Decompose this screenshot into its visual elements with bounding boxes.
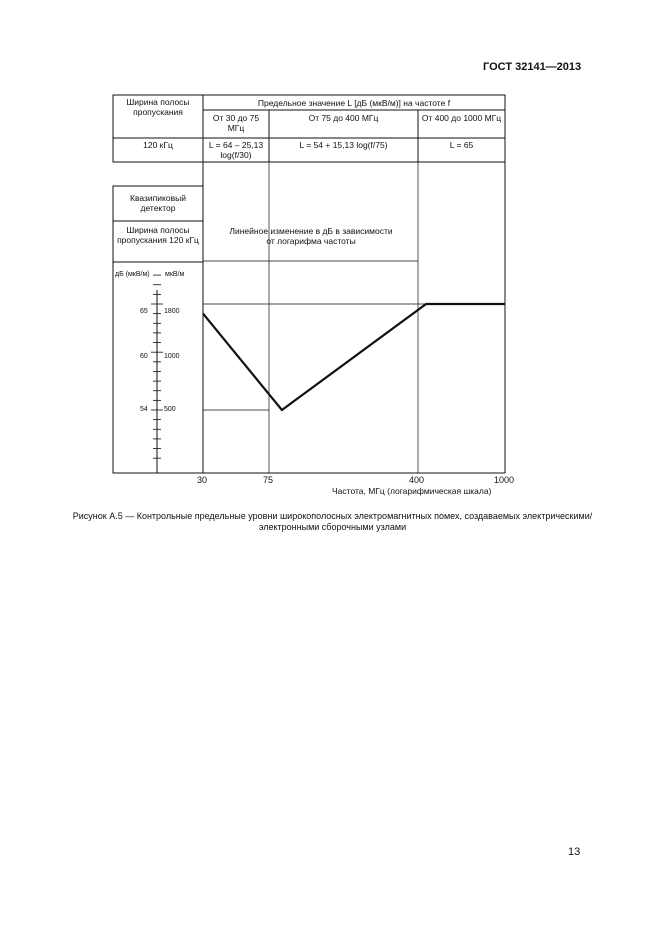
page-number: 13 <box>568 846 581 858</box>
range-3: От 400 до 1000 МГц <box>421 113 502 123</box>
y-tick-db-54: 54 <box>140 406 148 413</box>
limit-series-line <box>203 304 505 410</box>
unit-uv-label: мкВ/м <box>165 271 185 278</box>
formula-3: L = 65 <box>449 140 474 150</box>
formula-1: L = 64 – 25,13 log(f/30) <box>208 140 264 160</box>
unit-db-label: дБ (мкВ/м) <box>115 271 150 278</box>
x-tick-30: 30 <box>197 475 208 485</box>
x-tick-400: 400 <box>409 475 425 485</box>
header-limit: Предельное значение L [дБ (мкВ/м)] на частоте f <box>257 98 451 108</box>
x-axis-label: Частота, МГц (логарифмическая шкала) <box>332 486 492 496</box>
y-tick-uv-500: 500 <box>164 406 176 413</box>
y-tick-uv-1000: 1000 <box>164 353 180 360</box>
range-2: От 75 до 400 МГц <box>308 113 379 123</box>
y-tick-db-65: 65 <box>140 308 148 315</box>
figure-caption: Рисунок А.5 — Контрольные предельные уровни широкополосных электромагнитных помех, создаваемых электрическими/электронными сборочными узлами <box>72 511 593 532</box>
y-tick-uv-1800: 1800 <box>164 308 180 315</box>
row-bandwidth: 120 кГц <box>143 140 173 150</box>
x-tick-75: 75 <box>263 475 274 485</box>
y-tick-db-60: 60 <box>140 353 148 360</box>
detector-label: Квазипиковый детектор <box>130 193 186 213</box>
standard-number: ГОСТ 32141—2013 <box>483 61 582 73</box>
header-bandwidth: Ширина полосы пропускания <box>126 97 190 117</box>
chart-annotation: Линейное изменение в дБ в зависимости от логарифма частоты <box>229 226 393 246</box>
formula-2: L = 54 + 15,13 log(f/75) <box>299 140 388 150</box>
panel-bandwidth-label: Ширина полосы пропускания 120 кГц <box>117 225 199 245</box>
x-tick-1000: 1000 <box>494 475 515 485</box>
range-1: От 30 до 75 МГц <box>212 113 260 133</box>
